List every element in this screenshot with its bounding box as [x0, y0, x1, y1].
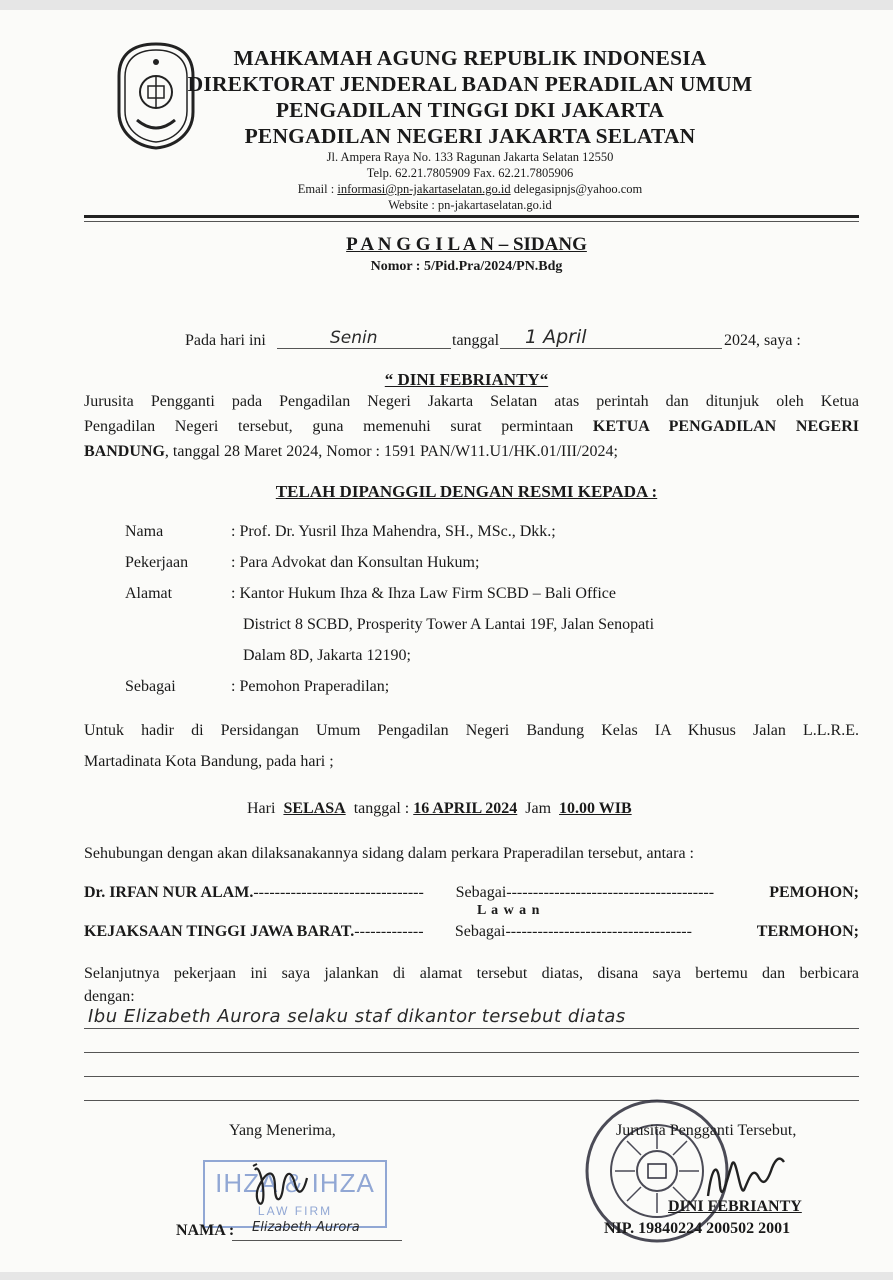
receiver-name-label: NAMA : — [176, 1222, 235, 1239]
recipient-sebagai-value: : Pemohon Praperadilan; — [231, 678, 390, 695]
header-divider-thick — [84, 215, 859, 218]
intro-tanggal: tanggal — [452, 332, 500, 349]
receiver-name-handwritten: Elizabeth Aurora — [252, 1220, 360, 1235]
party-2-dashes-2: ----------------------------------- — [505, 923, 692, 940]
document-title: P A N G G I L A N – SIDANG — [346, 234, 587, 255]
party-2-row — [84, 923, 859, 941]
date-fill-line — [500, 348, 722, 349]
fill-line-2 — [84, 1052, 859, 1053]
lawan-label: L a w a n — [477, 903, 541, 918]
receiver-signature-scribble — [245, 1158, 315, 1218]
party-1-dashes-2: --------------------------------------- — [506, 884, 715, 901]
recipient-nama-value: : Prof. Dr. Yusril Ihza Mahendra, SH., MSc., Dkk.; — [231, 523, 556, 540]
hearing-schedule — [247, 800, 632, 818]
header-website: Website : pn-jakartaselatan.go.id — [388, 198, 552, 212]
header-line-1: MAHKAMAH AGUNG REPUBLIK INDONESIA — [233, 46, 707, 70]
day-fill-line — [277, 348, 451, 349]
document-number: Nomor : 5/Pid.Pra/2024/PN.Bdg — [370, 259, 563, 274]
fill-line-4 — [84, 1100, 859, 1101]
email-2: delegasipnjs@yahoo.com — [513, 182, 643, 196]
party-2-dashes-1: ------------- — [354, 923, 424, 940]
party-1-dashes-1: -------------------------------- — [253, 884, 424, 901]
header-phone: Telp. 62.21.7805909 Fax. 62.21.7805906 — [366, 166, 574, 180]
party-2-sebagai: Sebagai — [454, 923, 506, 940]
date-handwritten: 1 April — [525, 326, 587, 348]
law-firm-stamp-text: IHZA & IHZA — [215, 1168, 375, 1198]
fill-line-3 — [84, 1076, 859, 1077]
paragraph-3: Sehubungan dengan akan dilaksanakannya sidang dalam perkara Praperadilan tersebut, antara : — [84, 845, 694, 862]
law-firm-stamp-subtext: LAW FIRM — [257, 1204, 333, 1218]
paragraph-4-line-2: dengan: — [84, 988, 135, 1005]
header-line-4: PENGADILAN NEGERI JAKARTA SELATAN — [244, 124, 696, 148]
bailiff-signature-name: DINI FEBRIANTY — [668, 1198, 802, 1215]
summoned-heading: TELAH DIPANGGIL DENGAN RESMI KEPADA : — [275, 482, 658, 501]
paragraph-1-line-1: Jurusita Pengganti pada Pengadilan Negeri Jakarta Selatan atas perintah dan ditunjuk oleh Ketua — [84, 393, 859, 410]
intro-pada-hari-ini: Pada hari ini — [185, 332, 266, 349]
recipient-nama-label: Nama — [125, 523, 164, 540]
recipient-alamat-value-3: Dalam 8D, Jakarta 12190; — [243, 647, 411, 664]
email-1: informasi@pn-jakartaselatan.go.id — [337, 182, 511, 196]
paragraph-2-line-2: Martadinata Kota Bandung, pada hari ; — [84, 753, 334, 770]
paragraph-1-line-2 — [84, 418, 859, 436]
schedule-day: SELASA — [283, 800, 346, 817]
recipient-alamat-value-2: District 8 SCBD, Prosperity Tower A Lantai 19F, Jalan Senopati — [243, 616, 655, 633]
schedule-hari-label: Hari — [247, 800, 276, 817]
recipient-alamat-value-1: : Kantor Hukum Ihza & Ihza Law Firm SCBD – Bali Office — [231, 585, 616, 602]
bailiff-nip: NIP. 19840224 200502 2001 — [604, 1220, 791, 1237]
paragraph-1-requester: KETUA PENGADILAN NEGERI — [592, 418, 860, 435]
day-handwritten: Senin — [330, 328, 378, 348]
receiver-title: Yang Menerima, — [229, 1122, 336, 1139]
bailiff-title: Jurusita Pengganti Tersebut, — [616, 1122, 797, 1139]
paragraph-1-requester-city: BANDUNG — [84, 443, 165, 460]
schedule-time: 10.00 WIB — [559, 800, 632, 817]
party-2-role: TERMOHON; — [756, 923, 859, 940]
bailiff-name-heading: “ DINI FEBRIANTY“ — [384, 370, 549, 389]
paragraph-2-line-1: Untuk hadir di Persidangan Umum Pengadilan Negeri Bandung Kelas IA Khusus Jalan L.L.R.E. — [84, 722, 859, 739]
party-2-name: KEJAKSAAN TINGGI JAWA BARAT. — [84, 923, 355, 940]
header-email — [170, 182, 770, 197]
recipient-pekerjaan-value: : Para Advokat dan Konsultan Hukum; — [231, 554, 480, 571]
party-1-row — [84, 884, 859, 902]
header-divider-thin — [84, 221, 859, 222]
party-1-name: Dr. IRFAN NUR ALAM. — [84, 884, 254, 901]
header-address: Jl. Ampera Raya No. 133 Ragunan Jakarta Selatan 12550 — [326, 150, 614, 164]
email-label: Email : — [297, 182, 335, 196]
paragraph-1-line-3-text: , tanggal 28 Maret 2024, Nomor : 1591 PAN/W11.U1/HK.01/III/2024; — [164, 443, 618, 460]
schedule-jam-label: Jam — [525, 800, 552, 817]
fill-line-1 — [84, 1028, 859, 1029]
document-page — [0, 10, 893, 1272]
header-line-3: PENGADILAN TINGGI DKI JAKARTA — [275, 98, 665, 122]
paragraph-1-line-2-text: Pengadilan Negeri tersebut, guna memenuhi surat permintaan — [84, 418, 593, 435]
recipient-sebagai-label: Sebagai — [125, 678, 176, 695]
receiver-name-line — [232, 1240, 402, 1241]
met-person-handwritten: Ibu Elizabeth Aurora selaku staf dikantor tersebut diatas — [88, 1006, 626, 1027]
schedule-date: 16 APRIL 2024 — [413, 800, 518, 817]
party-1-role: PEMOHON; — [769, 884, 859, 901]
schedule-tanggal-label: tanggal : — [353, 800, 410, 817]
paragraph-4-line-1: Selanjutnya pekerjaan ini saya jalankan di alamat tersebut diatas, disana saya bertemu dan berbicara — [84, 965, 859, 982]
party-1-sebagai: Sebagai — [455, 884, 507, 901]
recipient-alamat-label: Alamat — [125, 585, 173, 602]
header-line-2: DIREKTORAT JENDERAL BADAN PERADILAN UMUM — [187, 72, 753, 96]
paragraph-1-line-3 — [84, 443, 618, 461]
intro-year-saya: 2024, saya : — [724, 332, 801, 349]
recipient-pekerjaan-label: Pekerjaan — [125, 554, 189, 571]
